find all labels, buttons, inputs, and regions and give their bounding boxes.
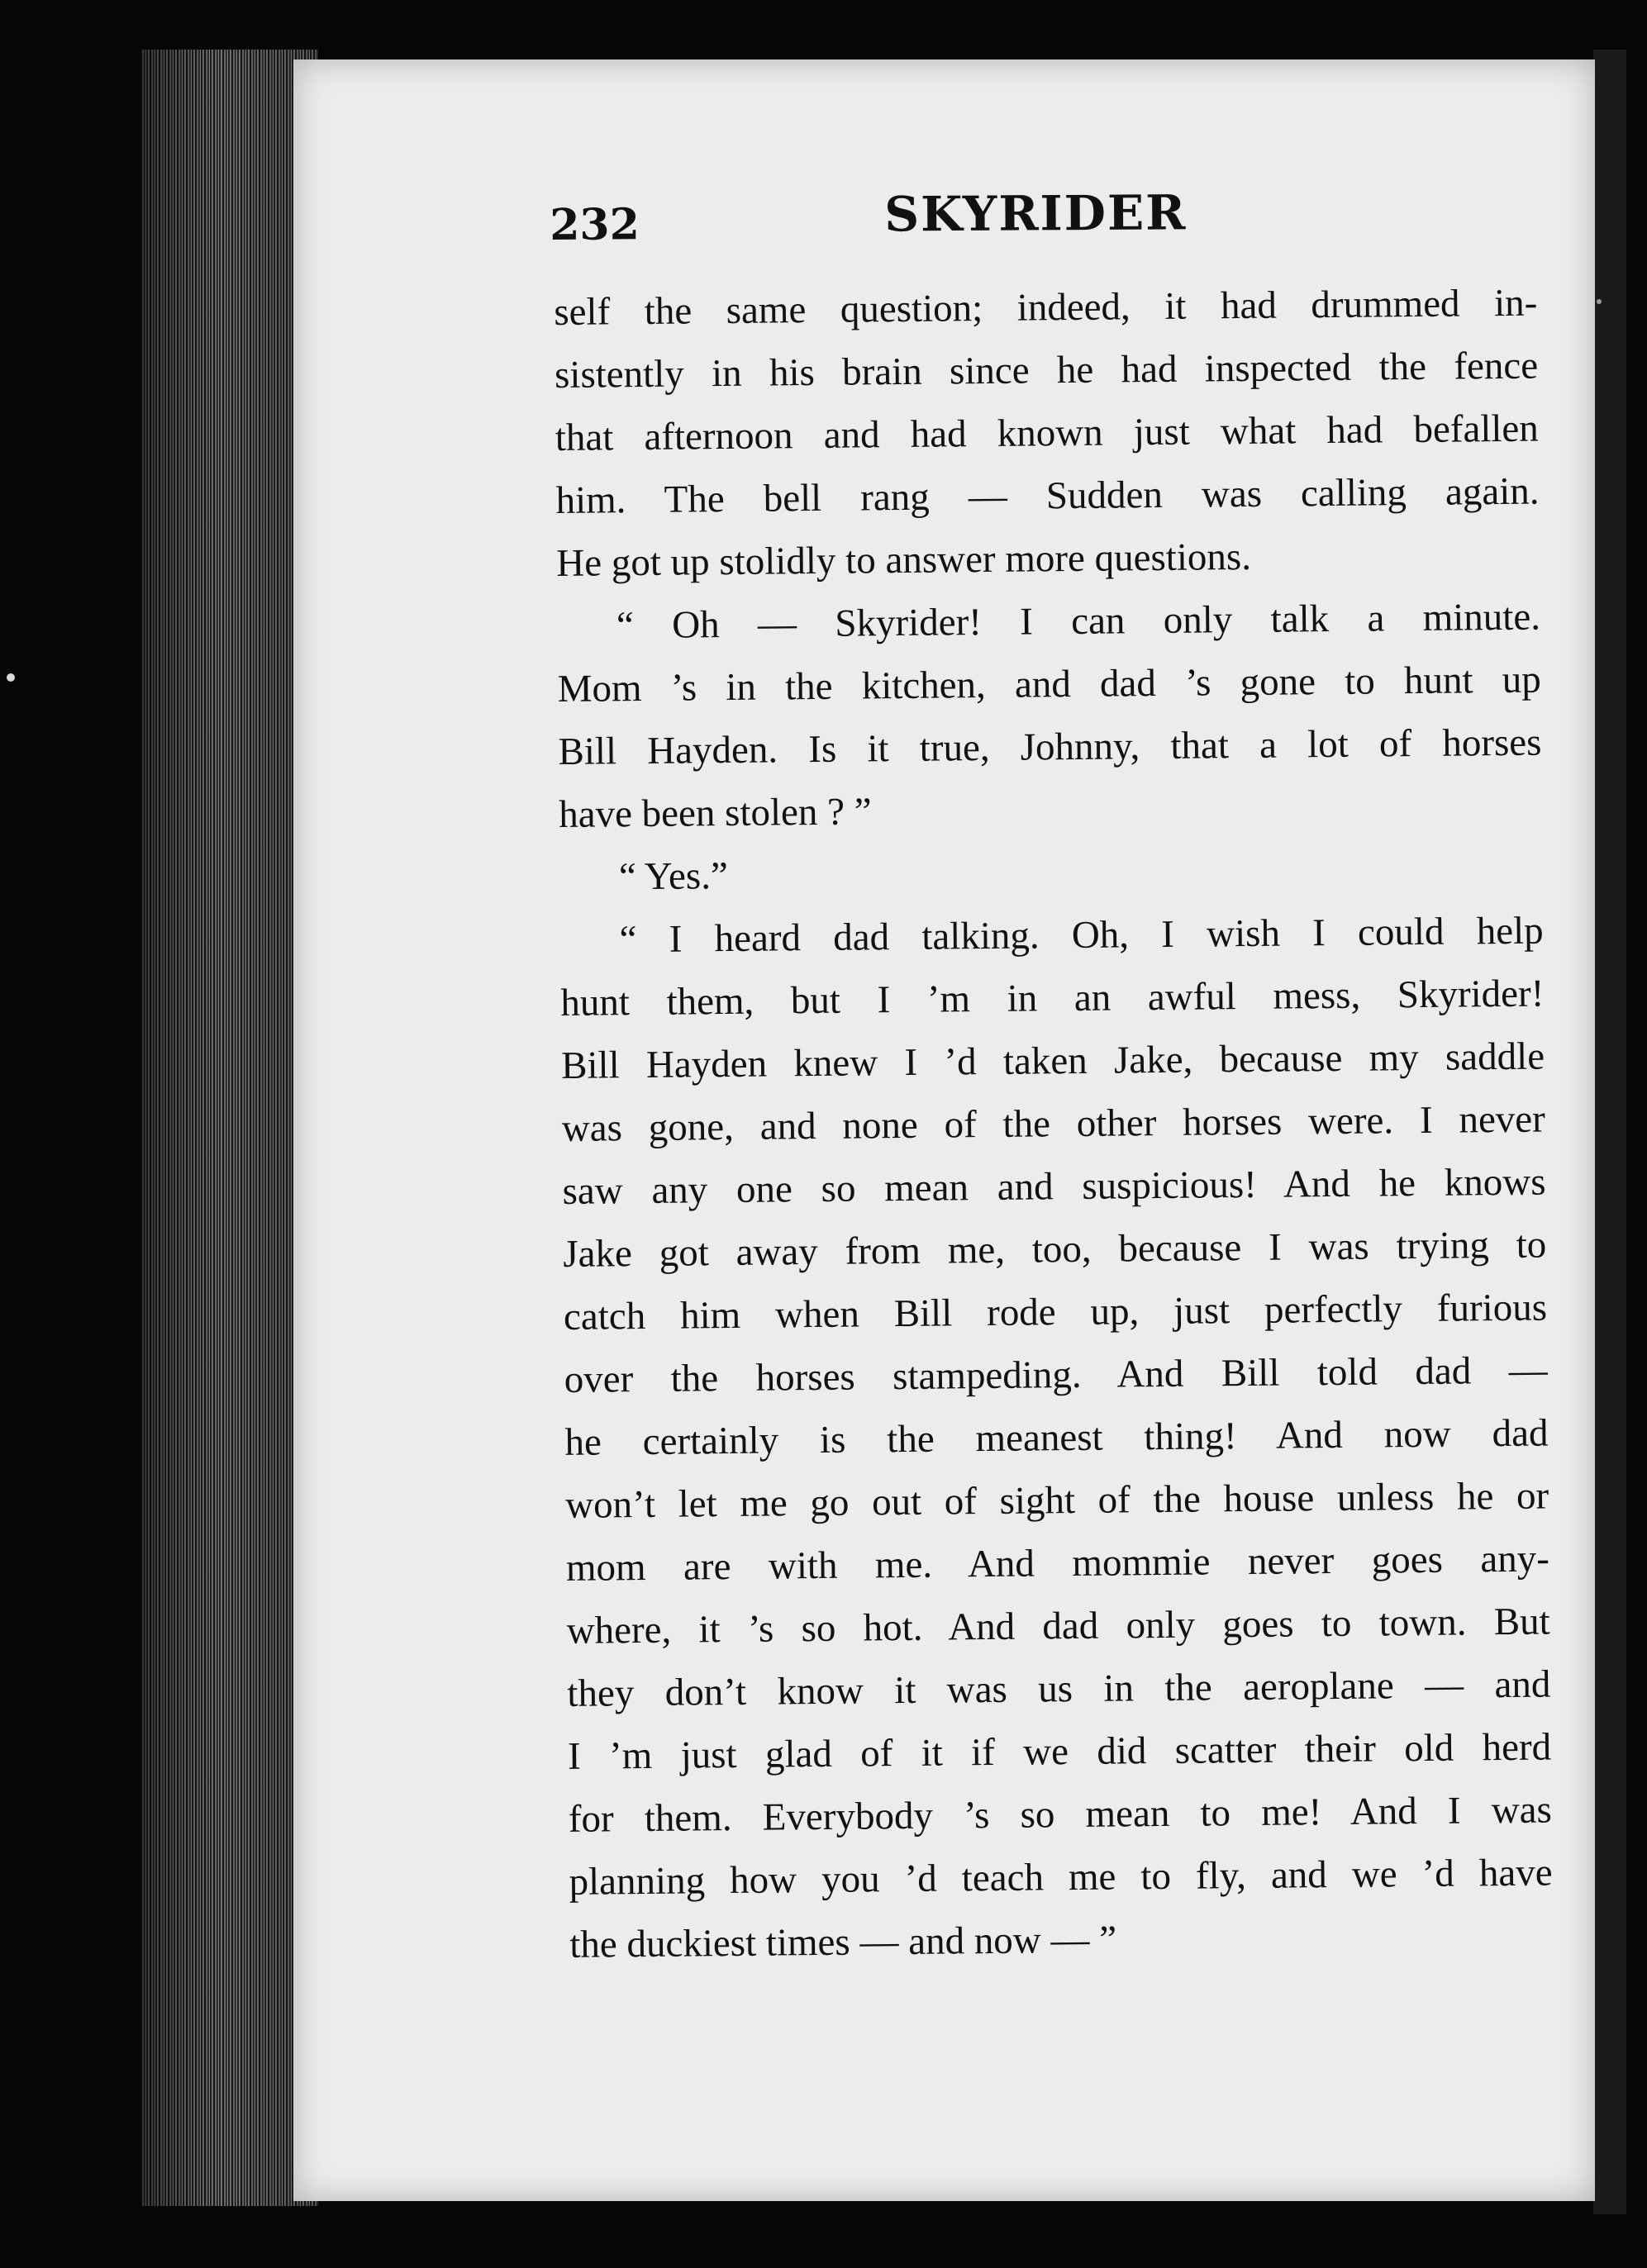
text-line: that afternoon and had known just what had befallen <box>555 407 1540 459</box>
running-head <box>550 183 1492 254</box>
text-line: “ Yes.” <box>618 854 729 899</box>
text-line: I ’m just glad of it if we did scatter their old herd <box>567 1725 1552 1778</box>
book-right-edge <box>1593 50 1626 2214</box>
text-line: Bill Hayden. Is it true, Johnny, that a lot of horses <box>558 720 1542 773</box>
text-line: where, it ’s so hot. And dad only goes to town. But <box>566 1600 1550 1652</box>
page-text <box>554 272 1554 1999</box>
text-line: saw any one so mean and suspicious! And he knows <box>562 1160 1546 1213</box>
scan-dust-speck <box>7 673 15 682</box>
text-line: catch him when Bill rode up, just perfectly furious <box>563 1286 1548 1338</box>
text-line: Bill Hayden knew I ’d taken Jake, because my saddle <box>560 1034 1545 1087</box>
text-line: “ I heard dad talking. Oh, I wish I could help <box>619 909 1544 962</box>
text-line: Mom ’s in the kitchen, and dad ’s gone to hunt up <box>557 658 1541 711</box>
text-line: “ Oh — Skyrider! I can only talk a minute. <box>616 595 1541 648</box>
text-line: over the horses stampeding. And Bill told dad — <box>564 1348 1548 1401</box>
text-line: he certainly is the meanest thing! And now dad <box>564 1411 1549 1464</box>
text-line: won’t let me go out of sight of the house unless he or <box>564 1474 1549 1527</box>
text-line: He got up stolidly to answer more questions. <box>556 535 1252 585</box>
book-title: SKYRIDER <box>883 184 1188 243</box>
text-line: the duckiest times — and now — ” <box>569 1918 1117 1966</box>
text-line: Jake got away from me, too, because I was trying to <box>563 1223 1547 1276</box>
text-line: they don’t know it was us in the aeroplane — and <box>567 1662 1551 1715</box>
text-line: hunt them, but I ’m in an awful mess, Skyrider! <box>560 972 1545 1025</box>
page-number: 232 <box>550 199 640 250</box>
text-line: planning how you ’d teach me to fly, and we ’d have <box>569 1851 1553 1904</box>
text-line: sistently in his brain since he had inspected the fence <box>554 344 1539 397</box>
text-line: was gone, and none of the other horses were. I never <box>561 1097 1546 1150</box>
text-line: him. The bell rang — Sudden was calling again. <box>555 469 1540 522</box>
book-page-edges-shadow <box>140 50 318 2206</box>
text-line: have been stolen ? ” <box>558 790 872 836</box>
scan-dust-speck <box>1597 299 1602 304</box>
text-line: self the same question; indeed, it had drummed in- <box>554 281 1538 334</box>
text-line: mom are with me. And mommie never goes any- <box>565 1537 1550 1590</box>
text-line: for them. Everybody ’s so mean to me! And I was <box>568 1788 1553 1841</box>
